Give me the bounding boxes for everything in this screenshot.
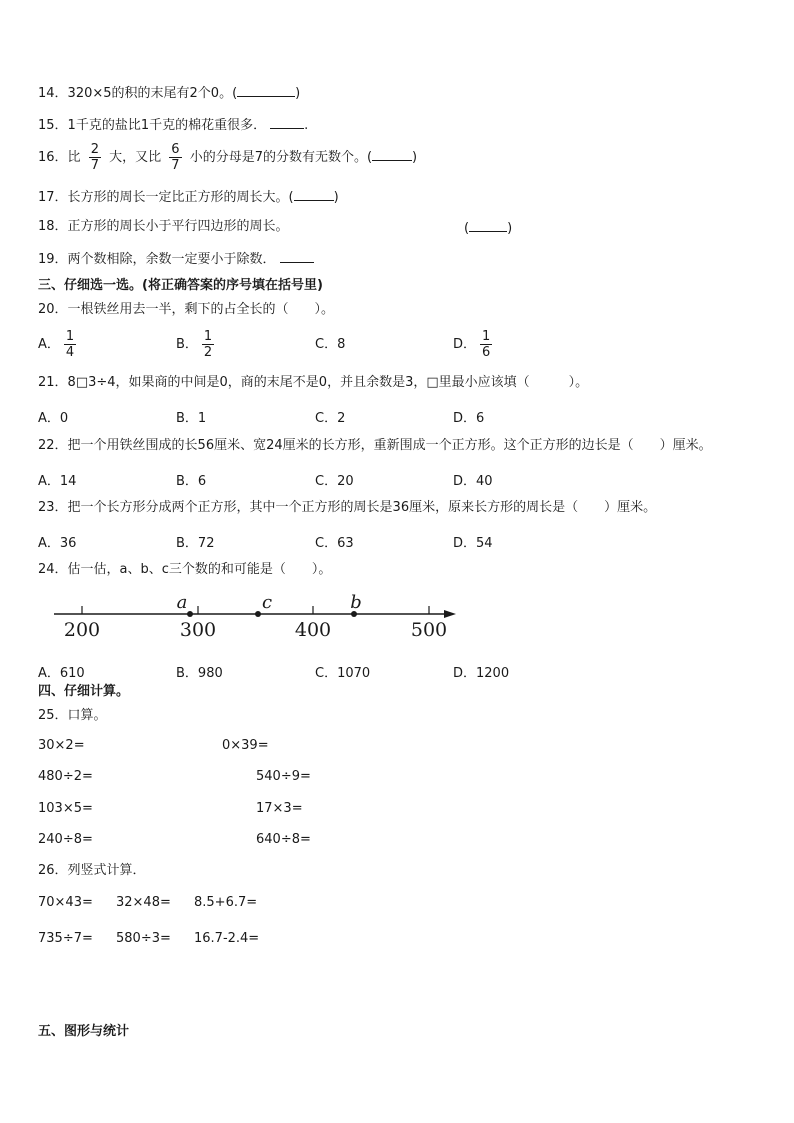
section-4-title: 四、仔细计算。 bbox=[38, 684, 130, 699]
number-line-tick-label: 500 bbox=[410, 619, 448, 641]
question-19: 19．两个数相除，余数一定要小于除数． bbox=[38, 250, 314, 268]
option-d[interactable]: D．1200 bbox=[453, 666, 510, 681]
answer-blank-14[interactable] bbox=[237, 84, 295, 97]
fraction-2-7: $\frac{2}{7}$ bbox=[90, 142, 99, 173]
option-d[interactable]: D．54 bbox=[453, 536, 493, 551]
vertical-calc-item: 580÷3= bbox=[116, 931, 171, 946]
option-a[interactable]: A．36 bbox=[38, 536, 77, 551]
question-22-stem: 22．把一个用铁丝围成的长56厘米、宽24厘米的长方形，重新围成一个正方形。这个正方形的边长是（ ）厘米。 bbox=[38, 438, 712, 453]
option-b[interactable]: B． $\frac{1}{2}$ bbox=[176, 329, 213, 360]
mental-calc-item: 240÷8= bbox=[38, 832, 93, 847]
option-a[interactable]: A．14 bbox=[38, 474, 77, 489]
option-c[interactable]: C．63 bbox=[315, 536, 354, 551]
question-23-options bbox=[38, 522, 738, 556]
answer-blank-16[interactable] bbox=[372, 148, 412, 161]
number-line-tick-label: 300 bbox=[179, 619, 217, 641]
question-15: 15．1千克的盐比1千克的棉花重很多． . bbox=[38, 118, 309, 133]
option-b[interactable]: B．1 bbox=[176, 411, 207, 426]
number-line-point-label: b bbox=[350, 592, 362, 613]
vertical-calc-item: 735÷7= bbox=[38, 931, 93, 946]
mental-calc-item: 103×5= bbox=[38, 801, 93, 816]
question-14: 14．320×5的积的末尾有2个0。( ) bbox=[38, 86, 301, 101]
answer-blank-19[interactable] bbox=[280, 250, 314, 263]
vertical-calc-item: 8.5+6.7= bbox=[194, 895, 258, 910]
option-d[interactable]: D．6 bbox=[453, 411, 485, 426]
question-20-stem: 20．一根铁丝用去一半，剩下的占全长的（ ）。 bbox=[38, 302, 335, 317]
number-line-point-a bbox=[187, 611, 193, 617]
option-a[interactable]: A．610 bbox=[38, 666, 85, 681]
question-25-title: 25．口算。 bbox=[38, 708, 107, 723]
number-line-point-label: c bbox=[261, 592, 273, 613]
option-b[interactable]: B．6 bbox=[176, 474, 207, 489]
option-c[interactable]: C．20 bbox=[315, 474, 354, 489]
question-17: 17．长方形的周长一定比正方形的周长大。( ) bbox=[38, 190, 339, 205]
answer-blank-17[interactable] bbox=[294, 188, 334, 201]
answer-blank-15[interactable] bbox=[270, 116, 304, 129]
option-b[interactable]: B．72 bbox=[176, 536, 215, 551]
section-3-title: 三、仔细选一选。(将正确答案的序号填在括号里) bbox=[38, 278, 323, 293]
option-d[interactable]: D． $\frac{1}{6}$ bbox=[453, 329, 491, 360]
option-c[interactable]: C．1070 bbox=[315, 666, 371, 681]
question-24-options bbox=[38, 652, 738, 686]
option-a[interactable]: A． $\frac{1}{4}$ bbox=[38, 329, 75, 360]
option-a[interactable]: A．0 bbox=[38, 411, 69, 426]
question-20-options bbox=[38, 328, 738, 362]
number-line-point-c bbox=[255, 611, 261, 617]
mental-calc-item: 640÷8= bbox=[256, 832, 311, 847]
number-line-arrow bbox=[444, 610, 456, 618]
number-line-tick-label: 200 bbox=[63, 619, 101, 641]
number-line-point-label: a bbox=[176, 592, 188, 613]
number-line bbox=[50, 588, 460, 644]
vertical-calc-item: 32×48= bbox=[116, 895, 171, 910]
mental-calc-item: 0×39= bbox=[222, 738, 269, 753]
option-b[interactable]: B．980 bbox=[176, 666, 223, 681]
mental-calc-item: 30×2= bbox=[38, 738, 85, 753]
mental-calc-item: 17×3= bbox=[256, 801, 303, 816]
question-26-title: 26．列竖式计算． bbox=[38, 863, 146, 878]
mental-calc-item: 540÷9= bbox=[256, 769, 311, 784]
vertical-calc-item: 70×43= bbox=[38, 895, 93, 910]
answer-blank-18[interactable] bbox=[469, 219, 507, 232]
question-22-options bbox=[38, 460, 738, 494]
mental-calc-item: 480÷2= bbox=[38, 769, 93, 784]
option-c[interactable]: C．2 bbox=[315, 411, 346, 426]
fraction-6-7: $\frac{6}{7}$ bbox=[171, 142, 180, 173]
section-5-title: 五、图形与统计 bbox=[38, 1024, 130, 1039]
question-16: 16．比 $\frac{2}{7}$ 大，又比 $\frac{6}{7}$ 小的分母是7的分数有无数个。( ) bbox=[38, 142, 418, 173]
question-18: 18．正方形的周长小于平行四边形的周长。 bbox=[38, 219, 289, 234]
option-c[interactable]: C．8 bbox=[315, 337, 346, 352]
question-21-options bbox=[38, 397, 738, 431]
vertical-calc-item: 16.7-2.4= bbox=[194, 931, 260, 946]
question-21-stem: 21．8□3÷4，如果商的中间是0，商的末尾不是0，并且余数是3，□里最小应该填（ ）。 bbox=[38, 375, 589, 390]
answer-paren-18: ( ) bbox=[464, 221, 513, 236]
question-23-stem: 23．把一个长方形分成两个正方形，其中一个正方形的周长是36厘米，原来长方形的周长是（ ）厘米。 bbox=[38, 500, 657, 515]
number-line-tick-label: 400 bbox=[294, 619, 332, 641]
option-d[interactable]: D．40 bbox=[453, 474, 493, 489]
question-24-stem: 24．估一估，a、b、c三个数的和可能是（ ）。 bbox=[38, 562, 332, 577]
